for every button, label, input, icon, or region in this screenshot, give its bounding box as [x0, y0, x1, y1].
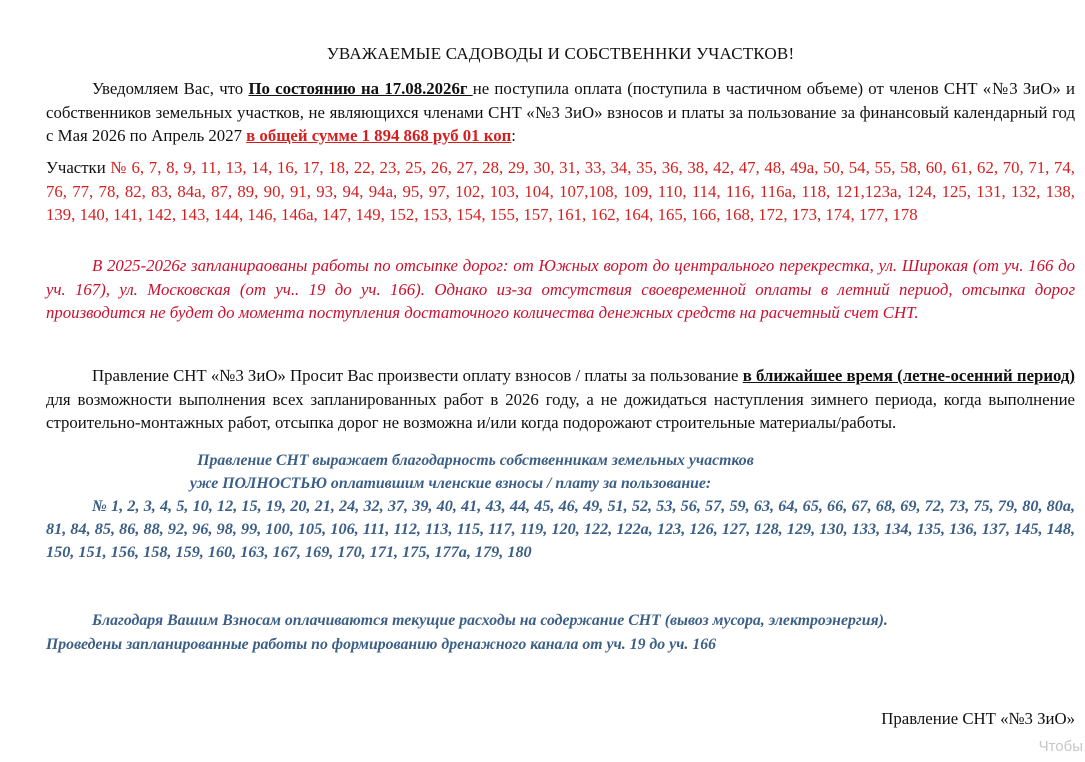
notice-tail: :: [511, 126, 516, 145]
expenses-note: Благодаря Вашим Взносам оплачиваются текущие расходы на содержание СНТ (вывоз мусора, электроэнергия).: [92, 612, 888, 629]
debtor-plots-label: Участки: [46, 158, 111, 177]
signature: Правление СНТ «№3 ЗиО»: [881, 709, 1075, 728]
notice-date: По состоянию на 17.08.2026г: [248, 79, 473, 98]
paid-plots-list: № 1, 2, 3, 4, 5, 10, 12, 15, 19, 20, 21, 24, 32, 37, 39, 40, 41, 43, 44, 45, 46, 49, 51, 52, 53, 56, 57, 59, 63, 64, 65, 66, 67, 68, 69, 72, 73, 75, 79, 80, 80а, 81, 84, 85, 86, 88, 92, 96, 98, 99, 100, 105, 106, 111, 112, 113, 115, 117, 119, 120, 122, 122а, 123, 126, 127, 128, 129, 130, 133, 134, 135, 136, 137, 145, 148, 150, 151, 156, 158, 159, 160, 163, 167, 169, 170, 171, 175, 177а, 179, 180: [46, 497, 1075, 561]
request-emphasis: в ближайшее время (летне-осенний период): [742, 366, 1076, 385]
document-heading: УВАЖАЕМЫЕ САДОВОДЫ И СОБСТВЕННКИ УЧАСТКОВ!: [326, 44, 795, 63]
drainage-note: Проведены запланированные работы по формированию дренажного канала от уч. 19 до уч. 166: [46, 636, 717, 653]
notice-body: не поступила оплата (поступила в частичном объеме) от членов СНТ «№3 ЗиО» и собственников земельных участков, не являющихся членами СНТ «№3 ЗиО» взносов и платы за пользование за финансовый календарный год с Мая 2026 по Апрель 2027: [46, 79, 1076, 145]
payment-notice-paragraph: [46, 77, 1075, 148]
request-body: для возможности выполнения всех запланированных работ в 2026 году, а не дожидаться наступления зимнего периода, когда выполнение строительно-монтажных работ, отсыпка дорог не возможна и/или когда подорожают строительные материалы/работы.: [46, 389, 1075, 432]
watermark-text: Чтобы: [1038, 738, 1083, 755]
request-lead: Правление СНТ «№3 ЗиО» Просит Вас произвести оплату взносов / платы за пользование: [92, 366, 743, 385]
total-amount: 1 894 868 руб 01 коп: [361, 126, 512, 145]
thanks-line-2: уже ПОЛНОСТЬЮ оплатившим членские взносы / плату за пользование:: [189, 475, 712, 492]
notice-lead: Уведомляем Вас, что: [92, 79, 249, 98]
thanks-line-1: Правление СНТ выражает благодарность собственникам земельных участков: [197, 452, 754, 469]
total-label: в общей сумме: [246, 126, 362, 145]
payment-request-paragraph: [46, 364, 1075, 435]
debtor-plots-list: № 6, 7, 8, 9, 11, 13, 14, 16, 17, 18, 22, 23, 25, 26, 27, 28, 29, 30, 31, 33, 34, 35, 36, 38, 42, 47, 48, 49а, 50, 54, 55, 58, 60, 61, 62, 70, 71, 74, 76, 77, 78, 82, 83, 84а, 87, 89, 90, 91, 93, 94, 94а, 95, 97, 102, 103, 104, 107,108, 109, 110, 114, 116, 116а, 118, 121,123а, 124, 125, 131, 132, 138, 139, 140, 141, 142, 143, 144, 146, 146а, 147, 149, 152, 153, 154, 155, 157, 161, 162, 164, 165, 166, 168, 172, 173, 174, 177, 178: [46, 158, 1075, 224]
debtor-plots-paragraph: [46, 156, 1075, 227]
roads-notice-paragraph: В 2025-2026г запланираованы работы по отсыпке дорог: от Южных ворот до центрального перекрестка, ул. Широкая (от уч. 166 до уч. 167), ул. Московская (от уч.. 19 до уч. 166). Однако из-за отсутствия своевременной оплаты в летний период, отсыпка дорог производится не будет до момента поступления достаточного количества денежных средств на расчетный счет СНТ.: [46, 256, 1075, 322]
